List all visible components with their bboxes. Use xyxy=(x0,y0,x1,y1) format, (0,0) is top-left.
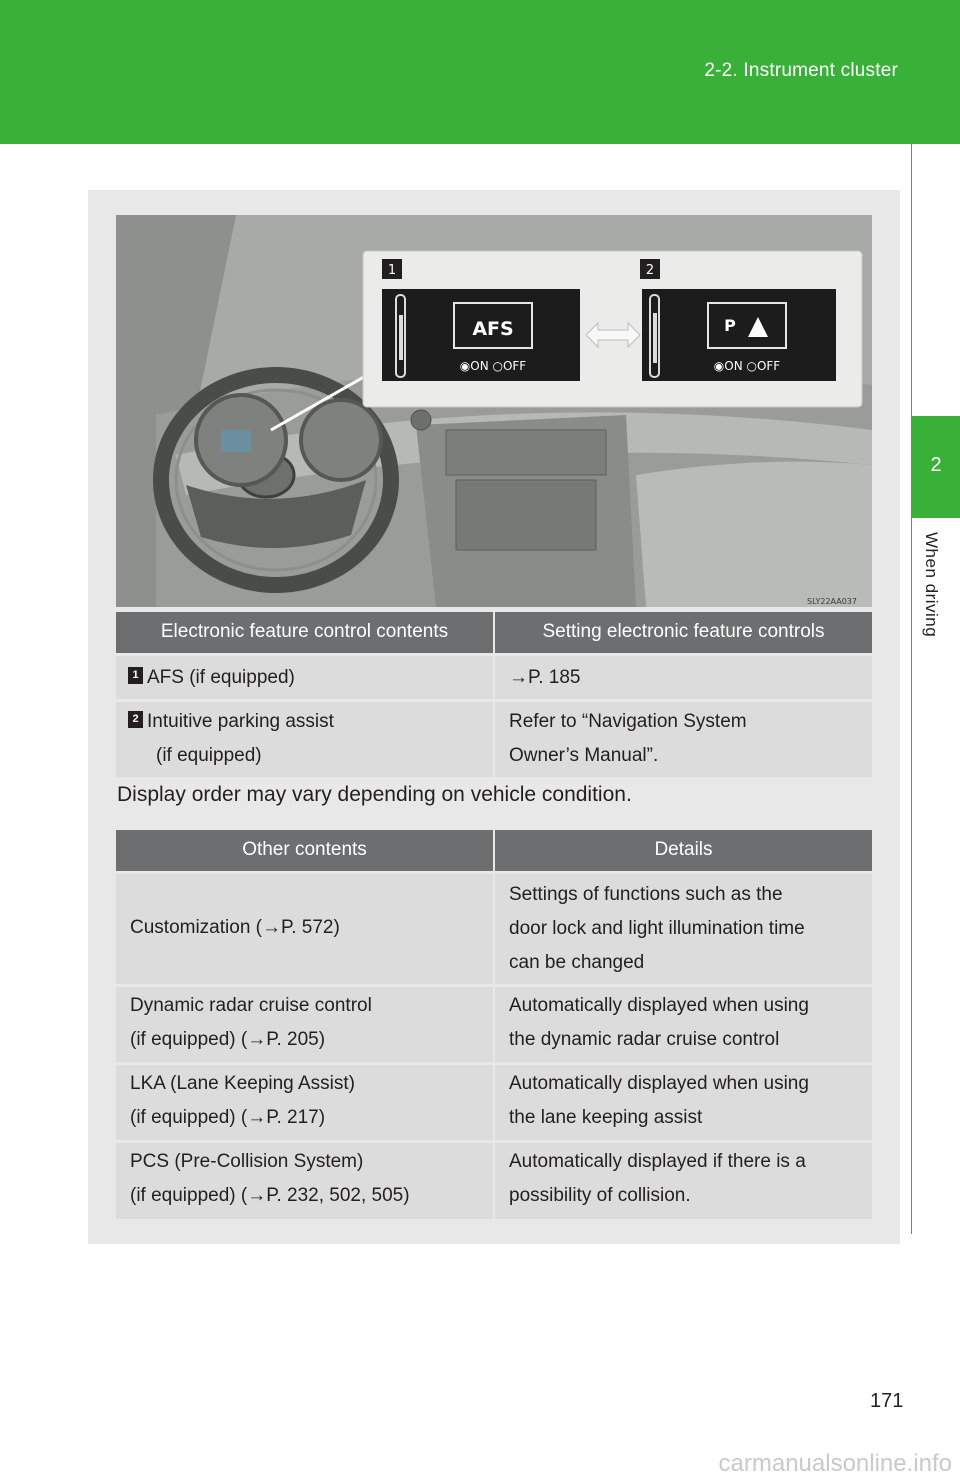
table2-header-contents: Other contents xyxy=(116,830,494,872)
badge-1: 1 xyxy=(128,667,143,684)
badge-2: 2 xyxy=(128,711,143,728)
callout-1: 1 xyxy=(387,263,397,278)
row-details-line1: Settings of functions such as the xyxy=(509,883,783,905)
row-content-line2: (if equipped) (→P. 205) xyxy=(130,1028,326,1050)
row-content-line2: (if equipped) xyxy=(156,744,262,766)
chapter-number: 2 xyxy=(930,454,942,476)
row-content-line1: Intuitive parking assist xyxy=(147,710,334,732)
row-details-line1: Automatically displayed if there is a xyxy=(509,1150,806,1172)
table-row xyxy=(116,1063,872,1141)
side-divider xyxy=(911,144,912,1234)
table-row xyxy=(116,700,872,777)
table-row xyxy=(116,654,872,700)
row-details-line1: Automatically displayed when using xyxy=(509,994,809,1016)
watermark: carmanualsonline.info xyxy=(718,1450,952,1477)
row-details-line2: door lock and light illumination time xyxy=(509,917,805,939)
screen-2-label: P xyxy=(724,316,736,335)
electronic-feature-table xyxy=(116,612,872,777)
chapter-label: When driving xyxy=(922,532,941,638)
header-bar xyxy=(0,0,960,144)
screen-1-status: ◉ON ○OFF xyxy=(459,359,527,373)
row-content: Customization (→P. 572) xyxy=(116,872,494,985)
table-row xyxy=(116,1141,872,1219)
table-row xyxy=(116,985,872,1063)
table1-header-contents: Electronic feature control contents xyxy=(116,612,494,654)
row-setting-line2: Owner’s Manual”. xyxy=(509,744,659,766)
table1-header-setting: Setting electronic feature controls xyxy=(494,612,872,654)
image-code: SLY22AA037 xyxy=(807,597,857,606)
table2-header-details: Details xyxy=(494,830,872,872)
row-content-line1: PCS (Pre-Collision System) xyxy=(130,1150,364,1172)
other-contents-table xyxy=(116,830,872,1219)
row-content: AFS (if equipped) xyxy=(147,666,295,688)
row-setting-line1: Refer to “Navigation System xyxy=(509,710,747,732)
table-row xyxy=(116,872,872,985)
row-details-line2: the lane keeping assist xyxy=(509,1106,703,1128)
row-details-line3: can be changed xyxy=(509,951,645,973)
chapter-tab xyxy=(912,416,960,518)
display-order-note: Display order may vary depending on vehicle condition. xyxy=(117,783,632,806)
dashboard-illustration xyxy=(116,215,872,607)
row-content-line2: (if equipped) (→P. 217) xyxy=(130,1106,326,1128)
row-details-line2: possibility of collision. xyxy=(509,1184,691,1206)
section-title: 2-2. Instrument cluster xyxy=(704,60,898,81)
callout-2: 2 xyxy=(645,263,655,278)
screen-2-status: ◉ON ○OFF xyxy=(713,359,781,373)
row-details-line1: Automatically displayed when using xyxy=(509,1072,809,1094)
screen-1-label: AFS xyxy=(472,318,514,340)
row-details-line2: the dynamic radar cruise control xyxy=(509,1028,780,1050)
row-content-line1: LKA (Lane Keeping Assist) xyxy=(130,1072,355,1094)
row-content-line1: Dynamic radar cruise control xyxy=(130,994,372,1016)
row-setting: →P. 185 xyxy=(494,654,872,700)
row-content-line2: (if equipped) (→P. 232, 502, 505) xyxy=(130,1184,410,1206)
page-number: 171 xyxy=(870,1390,904,1412)
